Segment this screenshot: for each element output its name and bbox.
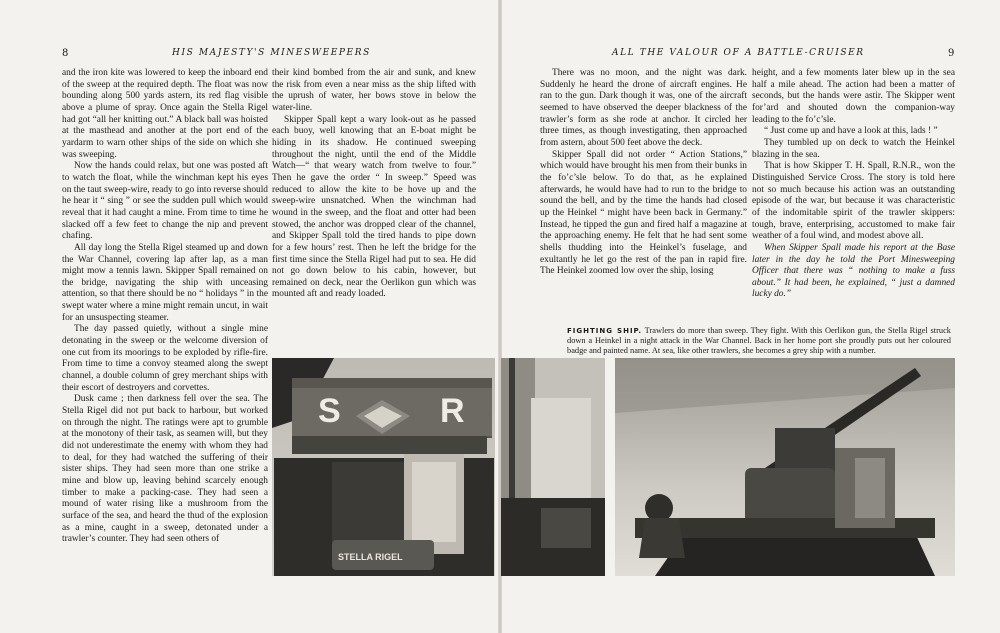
paragraph: The day passed quietly, without a single mine detonating in the sweep or the welcome diversion of one cut from its moorings to be exploded by rifle-fire. From time to time a convoy steamed along the swept channel, a double column of grey merchant ships with their escort of destroyers and corvettes.	[62, 324, 268, 393]
right-page-column-1	[540, 68, 747, 278]
paragraph: Skipper Spall did not order “ Action Stations,” which would have brought his men from their bunks in the fo’c’sle below. To do that, as he explained afterwards, he would have had to run to the bridge to sound the bell, and by the time the hands had closed up the Heinkel “ might have been back in Germany.” Instead, he tipped the gun and fired half a magazine at the approaching enemy. He felt that he had sent some shells thudding into the Heinkel’s fuselage, and exultantly he let go the rest of the pan in rapid fire. The Heinkel zoomed low over the ship, losing	[540, 149, 747, 277]
paragraph: height, and a few moments later blew up in the sea half a mile ahead. The action had been a matter of seconds, but the hands were astir. The Skipper went for’ard and shouted down the companion-way leading to the fo’c’sle.	[752, 68, 955, 125]
right-page-column-2	[752, 68, 955, 301]
right-page-number: 9	[948, 48, 955, 59]
left-page-column-1	[62, 68, 268, 546]
paragraph: Dusk came ; then darkness fell over the sea. The Stella Rigel did not put back to harbour, but worked on through the night. The ratings were apt to grumble at the monotony of their task, as seamen will, but they did not underestimate the enemy with whom they had to deal, for they had watched the suffering of their sister ships. They had seen more than one strike a mine and blow up, leaving behind scarcely enough timber to make a packing-case. They had seen a mound of water rising like a mushroom from the surface of the sea, and heard the thud of the explosion as a mine, caught in a sweep, detonated under a trawler’s counter. They had seen others of	[62, 394, 268, 545]
photo-ship-bridge	[272, 358, 495, 576]
paragraph: their kind bombed from the air and sunk, and knew the risk from even a near miss as the ship lifted with the uprush of water, her bows stove in below the water-line.	[272, 68, 476, 113]
paragraph: Now the hands could relax, but one was posted aft to watch the float, while the winchman kept his eyes on the taut sweep-wire, ready to go into reverse should he hear it “ sing ” or see the sudden pull which would reveal that it had caught a mine. From time to time he slacked off a few feet to change the nip and prevent chafing.	[62, 161, 268, 242]
photo-caption	[567, 326, 951, 357]
lifebuoy-name: STELLA RIGEL	[338, 552, 403, 562]
paragraph: When Skipper Spall made his report at the Base later in the day he told the Port Minesweeping Officer that there was “ nothing to make a fuss about.” It had been, he explained, “ just a damned lucky do.”	[752, 242, 955, 300]
caption-text: Trawlers do more than sweep. They fight. With this Oerlikon gun, the Stella Rigel struck down a Heinkel in a night attack in the War Channel. Back in her home port she proudly puts out her coloured badge and painted name. At sea, like other trawlers, she becomes a grey ship with a number.	[567, 326, 951, 356]
paragraph: That is how Skipper T. H. Spall, R.N.R., won the Distinguished Service Cross. The story is told here not so much because his action was an outstanding episode of the war, but because it was characteristic of the indomitable spirit of the trawler skippers: tough, brave, enterprising, accustomed to make fair weather of a foul wind, and modest above all.	[752, 161, 955, 242]
paragraph: and the iron kite was lowered to keep the inboard end of the sweep at the required depth. The float was now bounding along 500 yards astern, its red flag visible above a plume of spray. Once again the Stella Rigel had got “all her knitting out.” A black ball was hoisted at the masthead and another at the port end of the yardarm to warn other ships of the side on which she was sweeping.	[62, 68, 268, 160]
paragraph: “ Just come up and have a look at this, lads ! ”	[764, 126, 938, 137]
bridge-letter-r: R	[440, 392, 465, 430]
paragraph: All day long the Stella Rigel steamed up and down the War Channel, covering lap after lap, as a man might mow a tennis lawn. Skipper Spall remained on the bridge, navigating the ship with unceasing attention, so that there should be no “ holidays ” in the swept water where a mine might remain uncut, in wait for an unsuspecting steamer.	[62, 242, 268, 323]
photo-oerlikon-gun	[615, 358, 955, 576]
bridge-letter-s: S	[318, 392, 341, 430]
paragraph: Skipper Spall kept a wary look-out as he passed each buoy, well knowing that an E-boat might be hiding in its shadow. He continued sweeping throughout the night, until the end of the Middle Watch—“ that weary watch from twelve to four.” Then he gave the order “ In sweep.” Speed was reduced to allow the kite to be hove up and the sweep-wire unsnatched. When the winchman had wound in the sweep, and the float and otter had been stowed, the anchor was dropped clear of the channel, and Skipper Spall told the tired hands to pipe down for a few hours’ rest. Then he left the bridge for the first time since the Stella Rigel had put to sea. He did not go down below to his cabin, however, but remained on deck, near the Oerlikon gun which was mounted aft and ready loaded.	[272, 114, 476, 300]
left-running-head: HIS MAJESTY'S MINESWEEPERS	[172, 48, 371, 58]
photo-ship-side	[501, 358, 605, 576]
caption-title: FIGHTING SHIP.	[567, 327, 643, 335]
left-page-number: 8	[62, 48, 69, 59]
left-page-column-2	[272, 68, 476, 301]
paragraph: They tumbled up on deck to watch the Heinkel blazing in the sea.	[752, 137, 955, 160]
paragraph: There was no moon, and the night was dark. Suddenly he heard the drone of aircraft engines. He ran to the gun. Dark though it was, one of the aircraft seemed to have observed the deeper blackness of the trawler’s form as she rode at anchor. It circled her three times, as though investigating, then approached from astern, about 500 feet above the deck.	[540, 68, 747, 148]
right-running-head: ALL THE VALOUR OF A BATTLE-CRUISER	[612, 48, 865, 58]
